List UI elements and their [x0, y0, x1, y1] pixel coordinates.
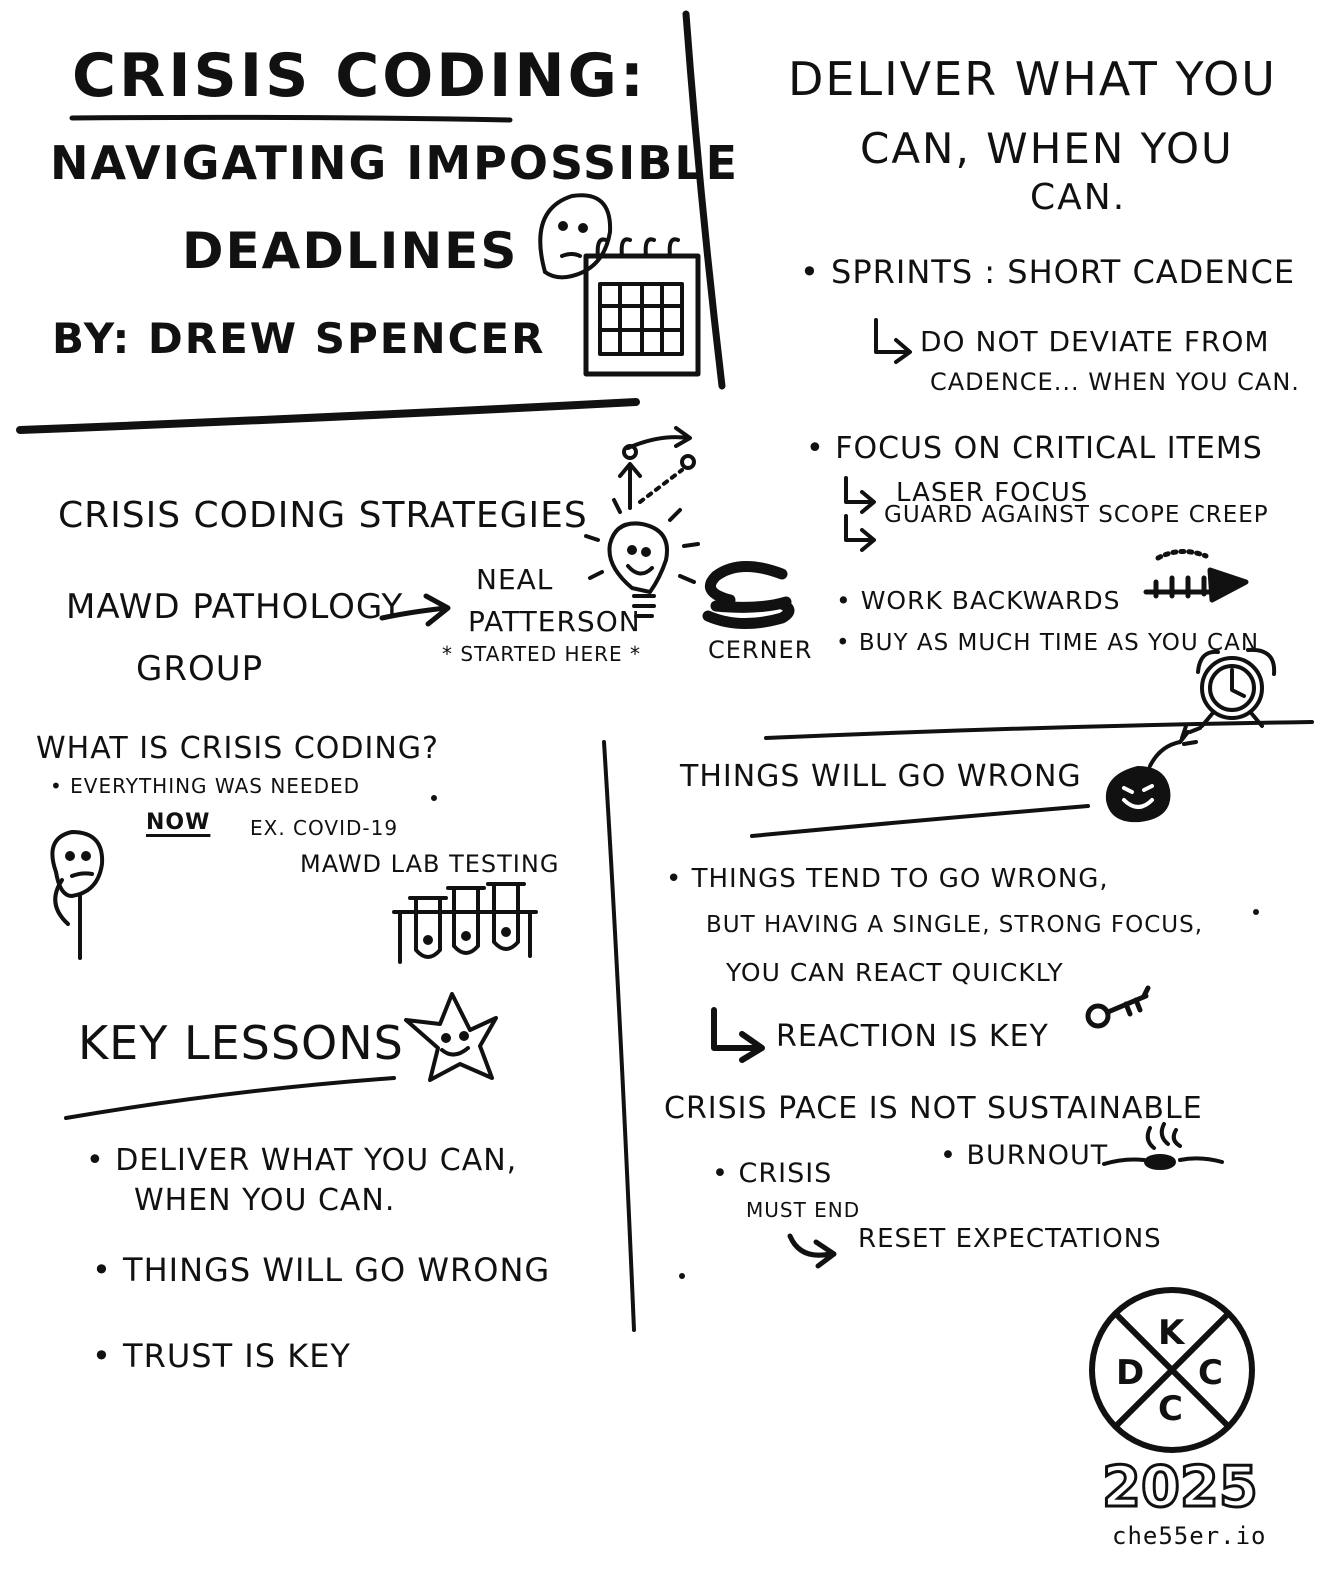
crisis-must-end: MUST END	[746, 1198, 861, 1222]
focus-bullet: • FOCUS ON CRITICAL ITEMS	[806, 431, 1263, 466]
lightbulb-icon	[586, 428, 698, 616]
thinking-figure-icon	[52, 832, 102, 958]
what-is-bullet: • EVERYTHING WAS NEEDED	[50, 774, 361, 798]
wrong-tend-line-2: BUT HAVING A SINGLE, STRONG FOCUS,	[706, 912, 1204, 938]
lesson-1-line-1: • DELIVER WHAT YOU CAN,	[86, 1143, 518, 1178]
wrong-heading: THINGS WILL GO WRONG	[680, 759, 1082, 794]
started-here: * STARTED HERE *	[442, 642, 642, 666]
what-is-heading: WHAT IS CRISIS CODING?	[36, 731, 439, 766]
lesson-2: • THINGS WILL GO WRONG	[92, 1251, 551, 1289]
burnout-icon	[1104, 1124, 1222, 1168]
stray-dot	[1253, 909, 1259, 915]
what-is-example: EX. COVID-19	[250, 816, 399, 840]
lesson-3: • TRUST IS KEY	[92, 1337, 351, 1375]
badge-letter-d: D	[1116, 1353, 1146, 1393]
buy-time-bullet: • BUY AS MUCH TIME AS YOU CAN	[836, 630, 1260, 656]
person-line-1: NEAL	[476, 563, 554, 596]
badge-letter-k: K	[1158, 1313, 1186, 1353]
divider-right-horizontal	[766, 722, 1312, 738]
sprints-bullet: • SPRINTS : SHORT CADENCE	[800, 253, 1296, 291]
work-backwards-bullet: • WORK BACKWARDS	[836, 586, 1121, 615]
title-line-2: NAVIGATING IMPOSSIBLE	[50, 136, 740, 190]
person-line-2: PATTERSON	[468, 605, 641, 638]
sprints-sub-2: CADENCE... WHEN YOU CAN.	[930, 368, 1300, 396]
calendar-icon	[540, 195, 698, 374]
title-underline	[72, 117, 510, 120]
crisis-bullet: • CRISIS	[712, 1158, 833, 1189]
deliver-heading-line-3: CAN.	[1030, 177, 1127, 218]
deliver-heading-line-1: DELIVER WHAT YOU	[788, 52, 1277, 106]
work-backwards-arrow-icon	[1146, 551, 1246, 600]
reset-expectations: RESET EXPECTATIONS	[858, 1224, 1162, 1254]
key-lessons-heading: KEY LESSONS	[78, 1016, 404, 1070]
strategies-heading: CRISIS CODING STRATEGIES	[58, 495, 588, 536]
divider-bottom-vertical	[604, 742, 634, 1330]
badge-letter-c-bottom: C	[1158, 1389, 1184, 1429]
byline: BY: DREW SPENCER	[52, 314, 546, 363]
origin-line-1: MAWD PATHOLOGY	[66, 587, 404, 627]
reaction-is-key: REACTION IS KEY	[776, 1019, 1049, 1054]
divider-left-horizontal	[20, 402, 636, 430]
deliver-heading-line-2: CAN, WHEN YOU	[860, 124, 1234, 173]
burnout-bullet: • BURNOUT	[940, 1140, 1109, 1171]
test-tubes-icon	[394, 884, 536, 962]
bomb-icon	[1108, 726, 1200, 820]
wrong-underline	[752, 806, 1088, 836]
origin-line-2: GROUP	[136, 649, 264, 689]
badge-letter-c-right: C	[1198, 1353, 1224, 1393]
key-lessons-underline	[66, 1078, 394, 1118]
focus-sub-1: LASER FOCUS	[896, 478, 1089, 508]
what-is-now: NOW	[146, 810, 211, 835]
stray-dot	[679, 1273, 685, 1279]
title-line-1: CRISIS CODING:	[72, 41, 647, 111]
wrong-tend-line-3: YOU CAN REACT QUICKLY	[726, 958, 1064, 987]
title-line-3: DEADLINES	[182, 222, 519, 280]
pace-heading: CRISIS PACE IS NOT SUSTAINABLE	[664, 1091, 1203, 1126]
focus-sub-2: GUARD AGAINST SCOPE CREEP	[884, 502, 1269, 528]
stray-dot	[431, 795, 437, 801]
company-name: CERNER	[708, 636, 813, 664]
star-icon	[406, 994, 496, 1080]
cerner-logo	[708, 566, 789, 623]
key-icon	[1088, 988, 1148, 1026]
badge-site: che55er.io	[1112, 1522, 1267, 1550]
wrong-tend-line-1: • THINGS TEND TO GO WRONG,	[666, 864, 1109, 894]
divider-top-vertical	[686, 14, 722, 386]
sprints-sub-1: DO NOT DEVIATE FROM	[920, 325, 1270, 358]
lesson-1-line-2: WHEN YOU CAN.	[134, 1183, 396, 1218]
badge-year: 2025	[1102, 1455, 1258, 1520]
alarm-clock-icon	[1198, 650, 1274, 726]
what-is-lab: MAWD LAB TESTING	[300, 850, 560, 878]
